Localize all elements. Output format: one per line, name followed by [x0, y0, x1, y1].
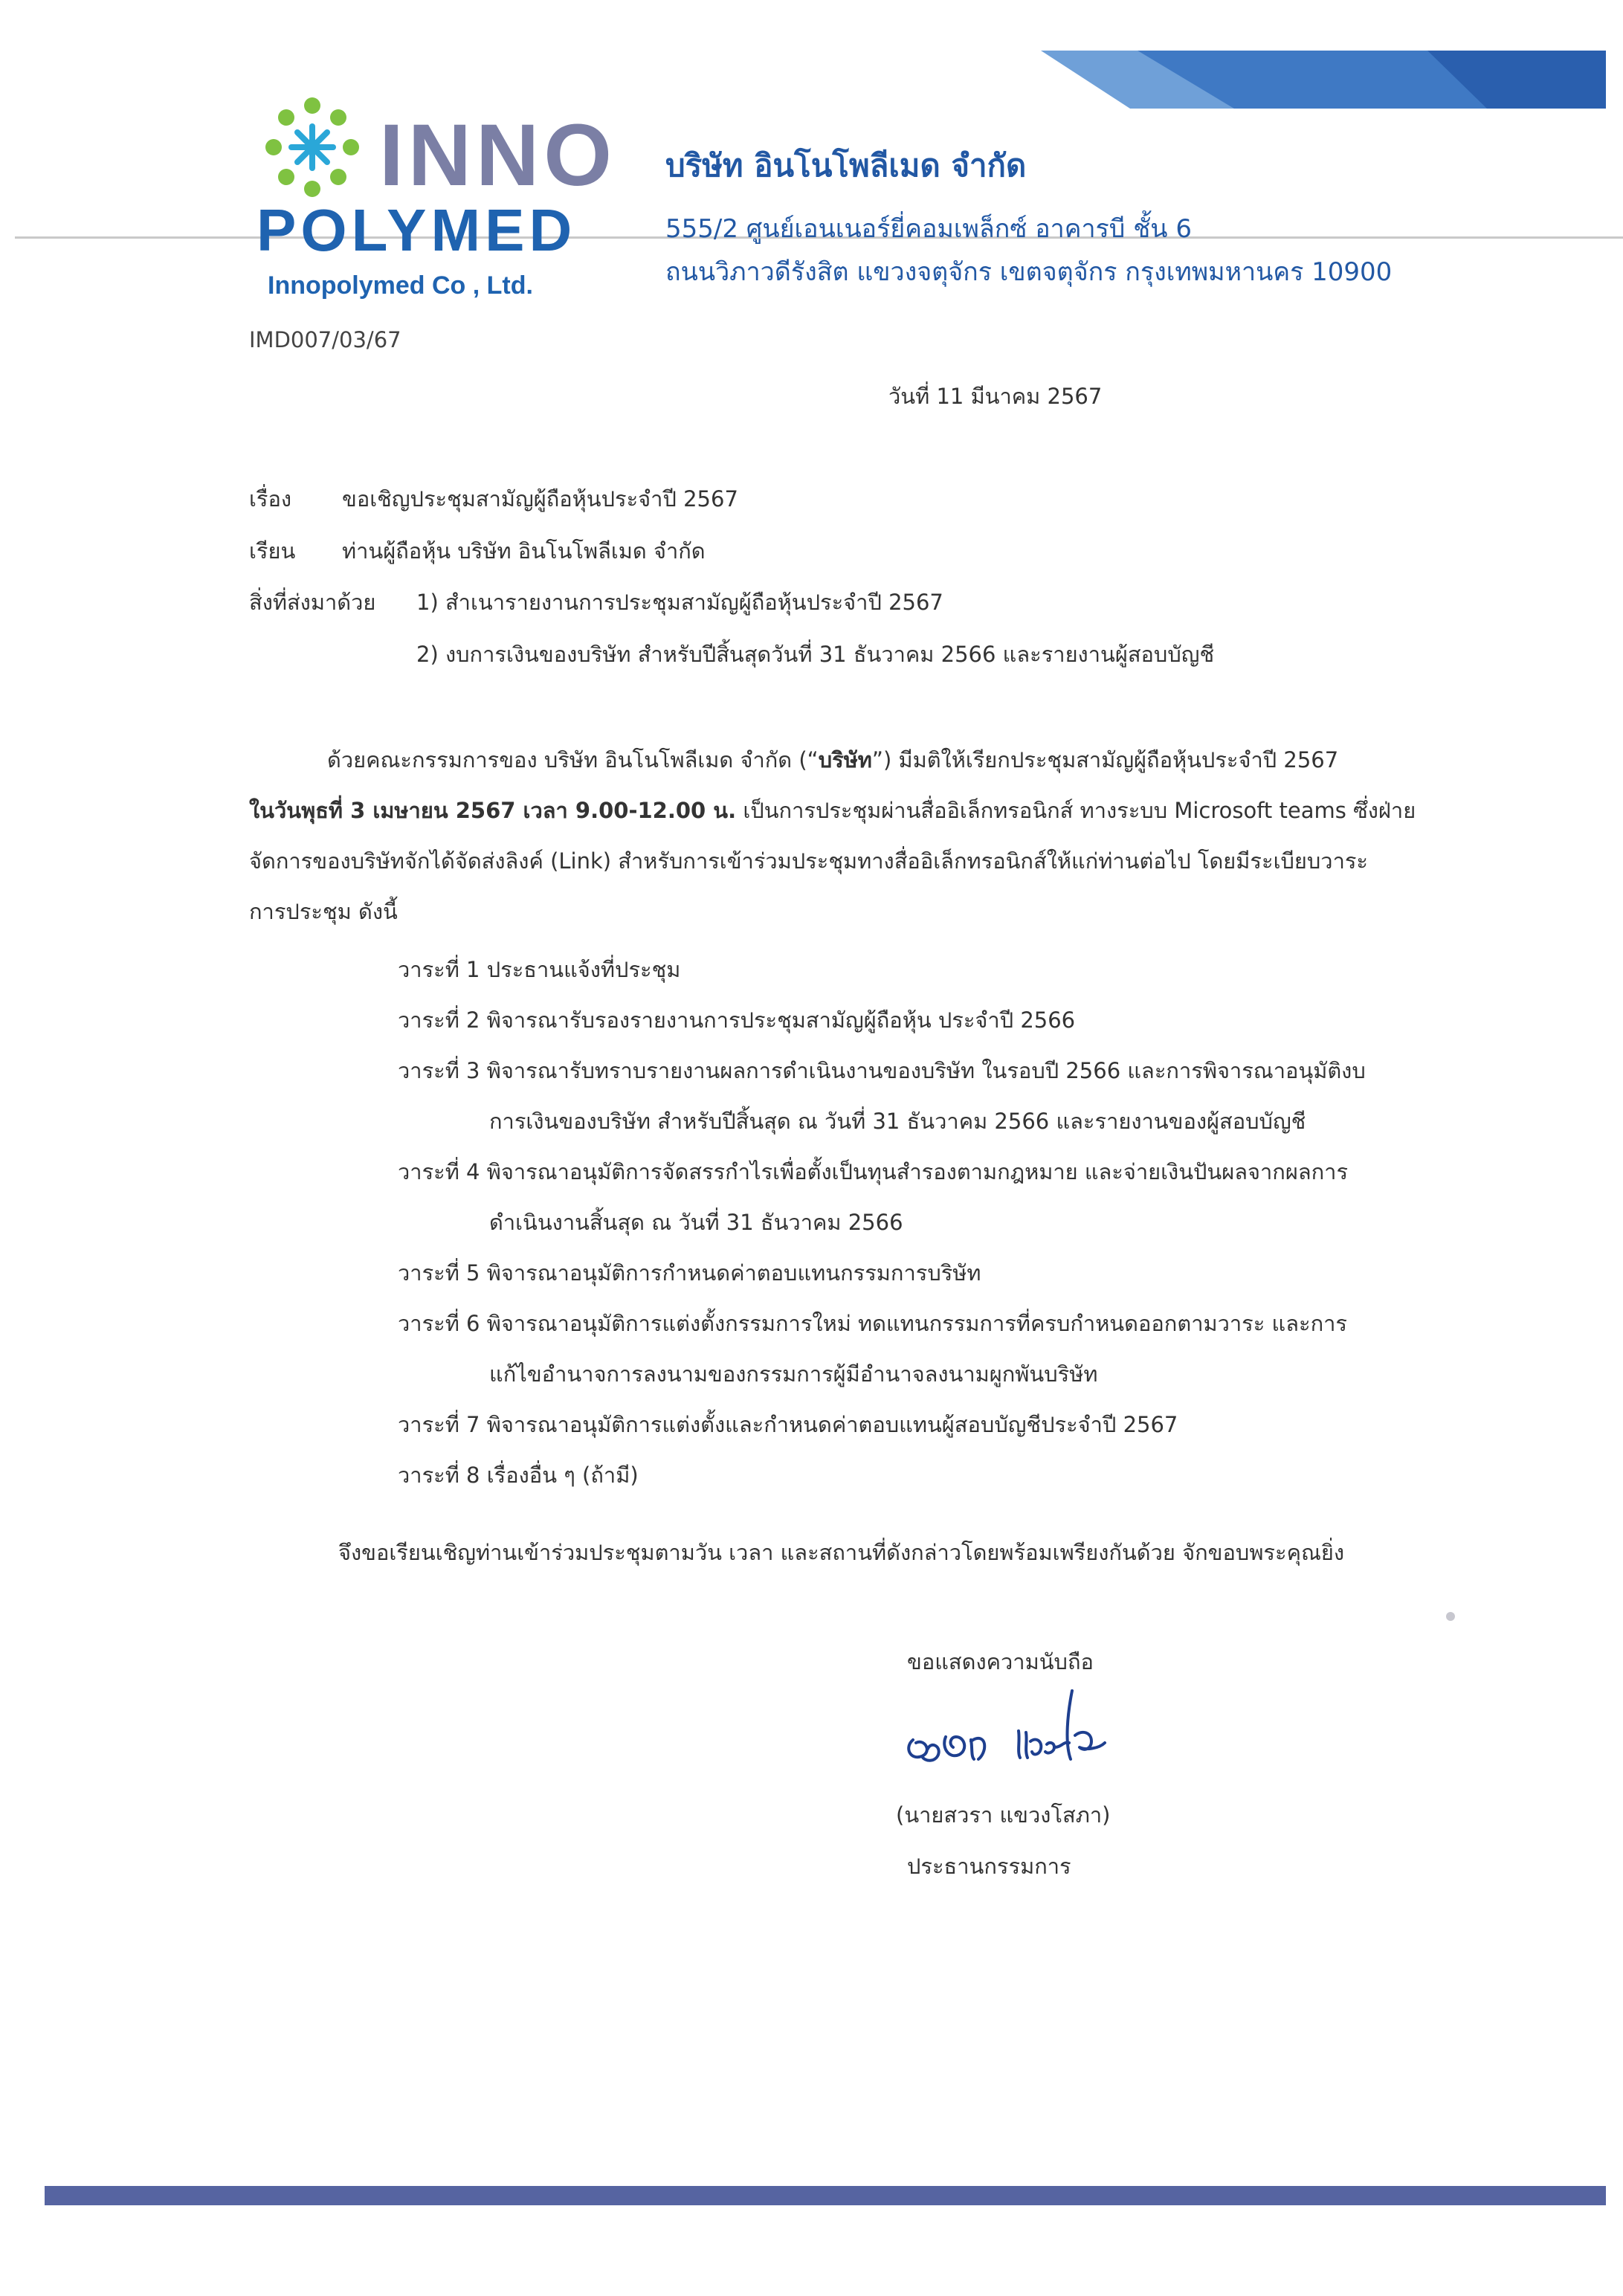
signer-title: ประธานกรรมการ: [907, 1854, 1071, 1879]
agenda-item-continuation: ดำเนินงานสิ้นสุด ณ วันที่ 31 ธันวาคม 2566: [489, 1210, 903, 1235]
subject-text: ขอเชิญประชุมสามัญผู้ถือหุ้นประจำปี 2567: [342, 486, 738, 512]
agenda-item: วาระที่ 6 พิจารณาอนุมัติการแต่งตั้งกรรมการใหม่ ทดแทนกรรมการที่ครบกำหนดออกตามวาระ และการ: [398, 1311, 1347, 1336]
footer-bar: [45, 2186, 1606, 2205]
signature-image: [900, 1688, 1123, 1784]
paragraph-line: ด้วยคณะกรรมการของ บริษัท อินโนโพลีเมด จำกัด (“บริษัท”) มีมติให้เรียกประชุมสามัญผู้ถือหุ้นประจำปี 2567: [327, 747, 1339, 773]
paragraph-line: จัดการของบริษัทจักได้จัดส่งลิงค์ (Link) สำหรับการเข้าร่วมประชุมทางสื่ออิเล็กทรอนิกส์ให้แก่ท่านต่อไป โดยมีระเบียบวาระ: [249, 848, 1369, 874]
recipient-text: ท่านผู้ถือหุ้น บริษัท อินโนโพลีเมด จำกัด: [342, 538, 706, 564]
agenda-item-continuation: แก้ไขอำนาจการลงนามของกรรมการผู้มีอำนาจลงนามผูกพันบริษัท: [489, 1361, 1098, 1387]
paragraph-line: ในวันพุธที่ 3 เมษายน 2567 เวลา 9.00-12.00 น. เป็นการประชุมผ่านสื่ออิเล็กทรอนิกส์ ทางระบบ Microsoft teams ซึ่งฝ่าย: [249, 798, 1416, 823]
signer-name: (นายสวรา แขวงโสภา): [896, 1802, 1111, 1828]
closing-regards: ขอแสดงความนับถือ: [907, 1649, 1094, 1674]
agenda-item: วาระที่ 7 พิจารณาอนุมัติการแต่งตั้งและกำหนดค่าตอบแทนผู้สอบบัญชีประจำปี 2567: [398, 1412, 1178, 1437]
agenda-item: วาระที่ 8 เรื่องอื่น ๆ (ถ้ามี): [398, 1463, 639, 1488]
logo-wordmark-inno: INNO: [379, 106, 616, 204]
header-accent-band: [1041, 51, 1606, 109]
document-date: วันที่ 11 มีนาคม 2567: [888, 384, 1103, 409]
enclosures-label: สิ่งที่ส่งมาด้วย: [249, 590, 376, 615]
enclosure-item: 1) สำเนารายงานการประชุมสามัญผู้ถือหุ้นประจำปี 2567: [416, 590, 943, 615]
paragraph-line: การประชุม ดังนี้: [249, 899, 398, 924]
meeting-datetime: ในวันพุธที่ 3 เมษายน 2567 เวลา 9.00-12.00 น.: [249, 798, 737, 823]
agenda-item: วาระที่ 2 พิจารณารับรองรายงานการประชุมสามัญผู้ถือหุ้น ประจำปี 2566: [398, 1007, 1076, 1033]
company-address-line-1: 555/2 ศูนย์เอนเนอร์ยี่คอมเพล็กซ์ อาคารบี ชั้น 6: [665, 214, 1192, 244]
company-name: บริษัท อินโนโพลีเมด จำกัด: [665, 147, 1027, 184]
reference-number: IMD007/03/67: [249, 327, 401, 352]
agenda-item: วาระที่ 1 ประธานแจ้งที่ประชุม: [398, 957, 681, 982]
logo-flower-icon: [253, 97, 372, 208]
agenda-list: [398, 944, 1453, 1500]
invitation-paragraph: [249, 735, 1439, 937]
agenda-item: วาระที่ 3 พิจารณารับทราบรายงานผลการดำเนินงานของบริษัท ในรอบปี 2566 และการพิจารณาอนุมัติงบ: [398, 1058, 1366, 1083]
subject-label: เรื่อง: [249, 486, 292, 512]
recipient-label: เรียน: [249, 538, 296, 564]
scan-speck: [1446, 1612, 1455, 1621]
logo-wordmark-polymed: POLYMED: [256, 197, 577, 263]
logo-subtitle: Innopolymed Co , Ltd.: [268, 271, 533, 300]
enclosure-item: 2) งบการเงินของบริษัท สำหรับปีสิ้นสุดวันที่ 31 ธันวาคม 2566 และรายงานผู้สอบบัญชี: [416, 642, 1215, 667]
agenda-item-continuation: การเงินของบริษัท สำหรับปีสิ้นสุด ณ วันที่ 31 ธันวาคม 2566 และรายงานของผู้สอบบัญชี: [489, 1109, 1306, 1134]
agenda-item: วาระที่ 4 พิจารณาอนุมัติการจัดสรรกำไรเพื่อตั้งเป็นทุนสำรองตามกฎหมาย และจ่ายเงินปันผลจากผลการ: [398, 1159, 1349, 1184]
closing-paragraph: จึงขอเรียนเชิญท่านเข้าร่วมประชุมตามวัน เวลา และสถานที่ดังกล่าวโดยพร้อมเพรียงกันด้วย จักขอบพระคุณยิ่ง: [338, 1540, 1345, 1565]
company-short-name: บริษัท: [818, 747, 872, 773]
agenda-item: วาระที่ 5 พิจารณาอนุมัติการกำหนดค่าตอบแทนกรรมการบริษัท: [398, 1260, 981, 1286]
company-address-line-2: ถนนวิภาวดีรังสิต แขวงจตุจักร เขตจตุจักร กรุงเทพมหานคร 10900: [665, 257, 1393, 287]
